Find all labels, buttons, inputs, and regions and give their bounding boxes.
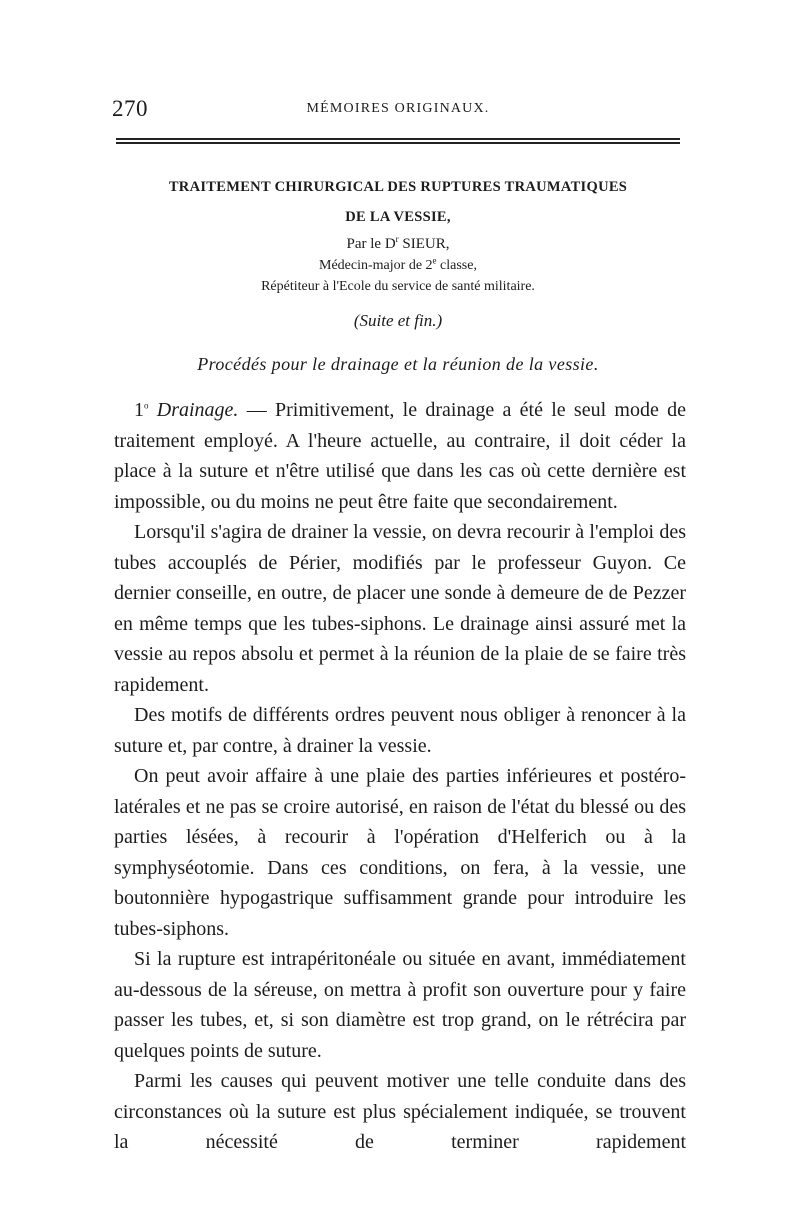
paragraph: Parmi les causes qui peuvent motiver une telle conduite dans des circonstances où la suture est plus spécialement indiquée, se trouvent la nécessité de terminer rapidement xyxy=(114,1070,686,1153)
author-affiliation: Répétiteur à l'Ecole du service de santé militaire. xyxy=(261,279,535,294)
byline xyxy=(112,234,684,297)
author-role xyxy=(112,255,684,276)
paragraph: Si la rupture est intrapéritonéale ou située en avant, immédiatement au-dessous de la séreuse, on mettra à profit son ouverture pour y faire passer les tubes, et, si son diamètre est trop grand, on le rétrécira par quelques points de suture. xyxy=(114,948,686,1062)
author-prefix: Par le D xyxy=(346,236,396,252)
paragraph-number: 1 xyxy=(134,399,144,421)
paragraph-number-superscript: o xyxy=(144,400,149,411)
page-number: 270 xyxy=(112,96,148,121)
running-head xyxy=(112,96,684,126)
continued-note: (Suite et fin.) xyxy=(353,311,443,330)
paragraph-subheading: Drainage. xyxy=(148,399,239,421)
paragraph-drainage xyxy=(114,395,686,517)
paragraph-text: — Primitivement, le drainage a été le seul mode de traitement employé. A l'heure actuelle, au contraire, il doit céder la place à la suture et n'être utilisé que dans les cas où cette dernière est impossible, ou du moins ne peut être faite que secondairement. xyxy=(114,399,686,513)
article-title-line-2: DE LA VESSIE, xyxy=(345,209,451,225)
article-title xyxy=(112,172,684,232)
author-superscript: r xyxy=(395,234,399,244)
role-superscript: e xyxy=(432,255,437,266)
article-title-line-1: TRAITEMENT CHIRURGICAL DES RUPTURES TRAUMATIQUES xyxy=(168,179,628,195)
running-title: MÉMOIRES ORIGINAUX. xyxy=(306,101,490,116)
paragraph: On peut avoir affaire à une plaie des parties inférieures et postéro-latérales et ne pas se croire autorisé, en raison de l'état du blessé ou des parties lésées, à recourir à l'opération d'Helferich ou à la symphyséotomie. Dans ces conditions, on fera, à la vessie, une boutonnière hypogastrique suffisamment grande pour introduire les tubes-siphons. xyxy=(114,765,686,940)
role-prefix: Médecin-major de 2 xyxy=(319,258,433,273)
author-line xyxy=(112,234,684,255)
header-double-rule xyxy=(116,138,680,144)
section-heading: Procédés pour le drainage et la réunion de la vessie. xyxy=(197,354,599,374)
paragraph: Lorsqu'il s'agira de drainer la vessie, on devra recourir à l'emploi des tubes accouplés de Périer, modifiés par le professeur Guyon. Ce dernier conseille, en outre, de placer une sonde à demeure de de Pezzer en même temps que les tubes-siphons. Le drainage ainsi assuré met la vessie au repos absolu et permet à la réunion de la plaie de se faire très rapidement. xyxy=(114,521,686,696)
role-suffix: classe, xyxy=(436,258,477,273)
author-name: SIEUR, xyxy=(398,236,450,252)
paragraph: Des motifs de différents ordres peuvent nous obliger à renoncer à la suture et, par contre, à drainer la vessie. xyxy=(114,704,686,757)
body-text xyxy=(114,395,686,1158)
